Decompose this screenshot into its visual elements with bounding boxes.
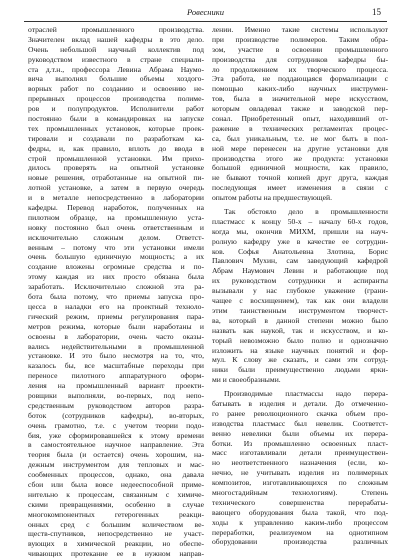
text-line: ворных работ по созданию и освоению не-	[28, 84, 204, 94]
text-line: Павлович Мухин, сам заведующий кафедрой	[212, 256, 388, 266]
text-line: последующая имеет изменения в связи с	[212, 183, 388, 193]
text-line: сбои или была вовсе недееспособной приме-	[28, 479, 204, 489]
text-line: в самостоятельное научное направление. Эта	[28, 440, 204, 450]
text-line: метров режима, которые были наработаны и	[28, 321, 204, 331]
text-line: ролную кафедру уже в качестве ее сотрудни-	[212, 236, 388, 246]
text-line: цесса в наладки его на проектный техноло-	[28, 301, 204, 311]
text-line: освоены в лаборатории, очень часто оказы-	[28, 331, 204, 341]
text-line: торый невозможно было полно и однозначно	[212, 335, 388, 345]
text-line: очень грамотно, т.е. с учетом теории подо-	[28, 420, 204, 430]
text-line: опытом работы на предшествующей.	[212, 193, 332, 203]
text-line: ло продолжением их творческого процесса.	[212, 64, 388, 74]
text-line: венным – потому что эти установки имели	[28, 242, 204, 252]
text-line: которым овладевал также и заводской пер-	[212, 104, 388, 114]
text-line: вались недействительными в промышленной	[28, 341, 204, 351]
text-line: отраслей промышленного производства.	[28, 25, 204, 34]
text-line: лении. Именно такие системы используют	[212, 25, 388, 34]
text-line: венно невелики были объемы их перера-	[212, 428, 388, 438]
text-line: Очень небольшой научный коллектив под	[28, 44, 204, 54]
text-line: ров и полупродуктов. Исполнители работ	[28, 104, 204, 114]
text-line: оборудовании производства различных	[212, 537, 388, 547]
text-line: производства этого же продукта: установки	[212, 153, 388, 163]
text-line: батывать в изделия и детали. До отмеченно-	[212, 398, 388, 408]
text-line: скими превращениями, особенно в случае	[28, 499, 204, 509]
text-line: мул. К слову же сказать, и сами эти сотруд-	[212, 355, 388, 365]
text-line: масс изготавливали детали преимуществен-	[212, 448, 388, 458]
text-line: теория была (и остается) очень хорошим, на-	[28, 450, 204, 460]
text-line: вующих в химической реакции, но обеспе-	[28, 539, 204, 549]
text-line: нительно к процессам, связанным с химиче-	[28, 489, 204, 499]
text-line: помощью каких-либо научных инструмен-	[212, 84, 388, 94]
text-line: прерывных процессов производства полиме-	[28, 94, 204, 104]
text-line: но неответственного назначения (если, ко-	[212, 458, 388, 468]
text-line: Абрам Наумович Левин и работающие под	[212, 266, 388, 276]
text-line: этим таинственным инструментом творчест-	[212, 305, 388, 315]
text-line: ва, который в данной степени можно было	[212, 315, 388, 325]
page-number: 15	[372, 7, 381, 17]
text-line: сообменных процессов, однако, она давала	[28, 470, 204, 480]
text-line: ста д.т.н., профессора Левина Абрама Наумо-	[28, 64, 204, 74]
text-line: Так обстояло дело в промышленности	[224, 207, 388, 217]
text-line: многокомпонентных гетерогенных реакци-	[28, 509, 204, 519]
text-line: ровщики выполняли, во-первых, под непо-	[28, 390, 204, 400]
text-line: гический режим, приемы регулирования пара-	[28, 311, 204, 321]
text-line: технического совершенства перерабаты-	[212, 497, 388, 507]
text-line: средственным руководством авторов разра-	[28, 400, 204, 410]
text-line: изложить на языке научных понятий и фор-	[212, 345, 388, 355]
text-line: новку постоянно был очень ответственным и	[28, 222, 204, 232]
text-line: пилотном образце, на промышленную уста-	[28, 212, 204, 222]
running-title: Ровесники	[187, 7, 224, 17]
text-line: постоянно были в командировках на запуске	[28, 114, 204, 124]
text-line: тех промышленных установок, которые проек-	[28, 123, 204, 133]
header-rule	[24, 21, 387, 22]
text-line: Производимые пластмассы надо перера-	[224, 389, 388, 399]
text-line: бия, уже сформировавшейся к этому времени	[28, 430, 204, 440]
text-line: заработать. Исключительно сложной эта ра-	[28, 282, 204, 292]
text-line: нечно, не учитывать изделия из полимерных	[212, 468, 388, 478]
text-line: боток (сотрудников кафедры), во-вторых,	[28, 410, 204, 420]
text-line: Эта работа, не поддающаяся формализации с	[212, 74, 388, 84]
text-line: когда мы, окончив МИХМ, пришли на науч-	[212, 226, 388, 236]
text-line: переработки, реализуемом на однотипном	[212, 527, 388, 537]
text-line: производства для сотрудников кафедры бы-	[212, 54, 388, 64]
text-line: го ранее революционного скачка объем про-	[212, 408, 388, 418]
text-line: ходы к управлению каким-либо процессом	[212, 517, 388, 527]
text-line: чащее с восхищением), так как они владели	[212, 296, 388, 306]
text-line: их руководством сотрудники и аспиранты	[212, 276, 388, 286]
text-line: ми и своеобразными.	[212, 375, 281, 385]
text-line: очень большую единичную мощность; а их	[28, 252, 204, 262]
text-line: казалось бы, все масштабные переходы при	[28, 361, 204, 371]
text-line: многостадийным технологиям). Степень	[212, 487, 388, 497]
text-line: бота была потому, что приемы запуска про-	[28, 292, 204, 302]
text-line: кафедры. Перевод наработок, полученных на	[28, 203, 204, 213]
text-line: са, был уникальным, т.е. не мог быть в пол-	[212, 133, 388, 143]
text-line: вызывали у нас глубокое уважение (грани-	[212, 286, 388, 296]
text-line: новые решения, отработанные на опытной пи-	[28, 173, 204, 183]
text-line: онных сред с большим количеством ве-	[28, 519, 204, 529]
text-line: переносе пилотного аппаратурного оформ-	[28, 371, 204, 381]
text-line: тировали и создавали по разработкам ка-	[28, 133, 204, 143]
text-line: строй промышленной установки. Им прихо-	[28, 153, 204, 163]
text-line: ной мере перенесен на другие установки для	[212, 143, 388, 153]
text-line: тов, была в значительной мере искусством,	[212, 94, 388, 104]
text-line: ществ-спутников, непосредственно не участ-	[28, 529, 204, 539]
left-text-column	[28, 25, 204, 559]
text-line: пластмасс к концу 50-х – началу 60-х годов,	[212, 216, 388, 226]
text-line: не бывают точной копией друг друга, каждая	[212, 173, 388, 183]
text-line: ков. Софья Анатольевна Злотина, Борис	[212, 246, 388, 256]
text-line: композитов, изготавливающихся по сложным	[212, 478, 388, 488]
text-line: сонал. Приобретенный опыт, находивший от-	[212, 114, 388, 124]
text-line: назвать как наукой, так и искусством, и ко-	[212, 325, 388, 335]
text-line: этому каждая из них просто обязана была	[28, 272, 204, 282]
text-line: создание вложены огромные средства и по-	[28, 262, 204, 272]
text-line: и в металле непосредственно в лаборатории	[28, 193, 204, 203]
text-line: руководством известного в стране специали-	[28, 54, 204, 64]
text-line: Значителен вклад нашей кафедры в это дело.	[28, 34, 204, 44]
text-line: изводства пластмасс был невелик. Соответст-	[212, 418, 388, 428]
text-line: дежным инструментом для тепловых и мас-	[28, 460, 204, 470]
text-line: большой единичной мощности, как правило,	[212, 163, 388, 173]
text-line: ления на промышленный вариант проекти-	[28, 381, 204, 391]
text-line: вича выполнял большие объемы хоздого-	[28, 74, 204, 84]
text-line: чивающих протекание ее в нужном направ-	[28, 549, 204, 559]
text-line: ражение в технических регламентах процес-	[212, 123, 388, 133]
text-line: ботки. Из промышленно освоенных пласт-	[212, 438, 388, 448]
text-line: исключительно сложным делом. Ответст-	[28, 232, 204, 242]
text-line: при производстве полимеров. Таким обра-	[212, 34, 388, 44]
text-line: федры, и, как правило, вплоть до ввода в	[28, 143, 204, 153]
text-line: лотной установке, а затем в первую очередь	[28, 183, 204, 193]
text-line: установке. И это было несмотря на то, что,	[28, 351, 204, 361]
right-text-column	[212, 25, 388, 547]
text-line: дилось проверять на опытной установке	[28, 163, 204, 173]
text-line: вающего оборудования была такой, что под-	[212, 507, 388, 517]
text-line: ники были преимущественно людьми ярки-	[212, 365, 388, 375]
page-header	[24, 6, 387, 20]
text-line: зом, участие в освоении промышленного	[212, 44, 388, 54]
